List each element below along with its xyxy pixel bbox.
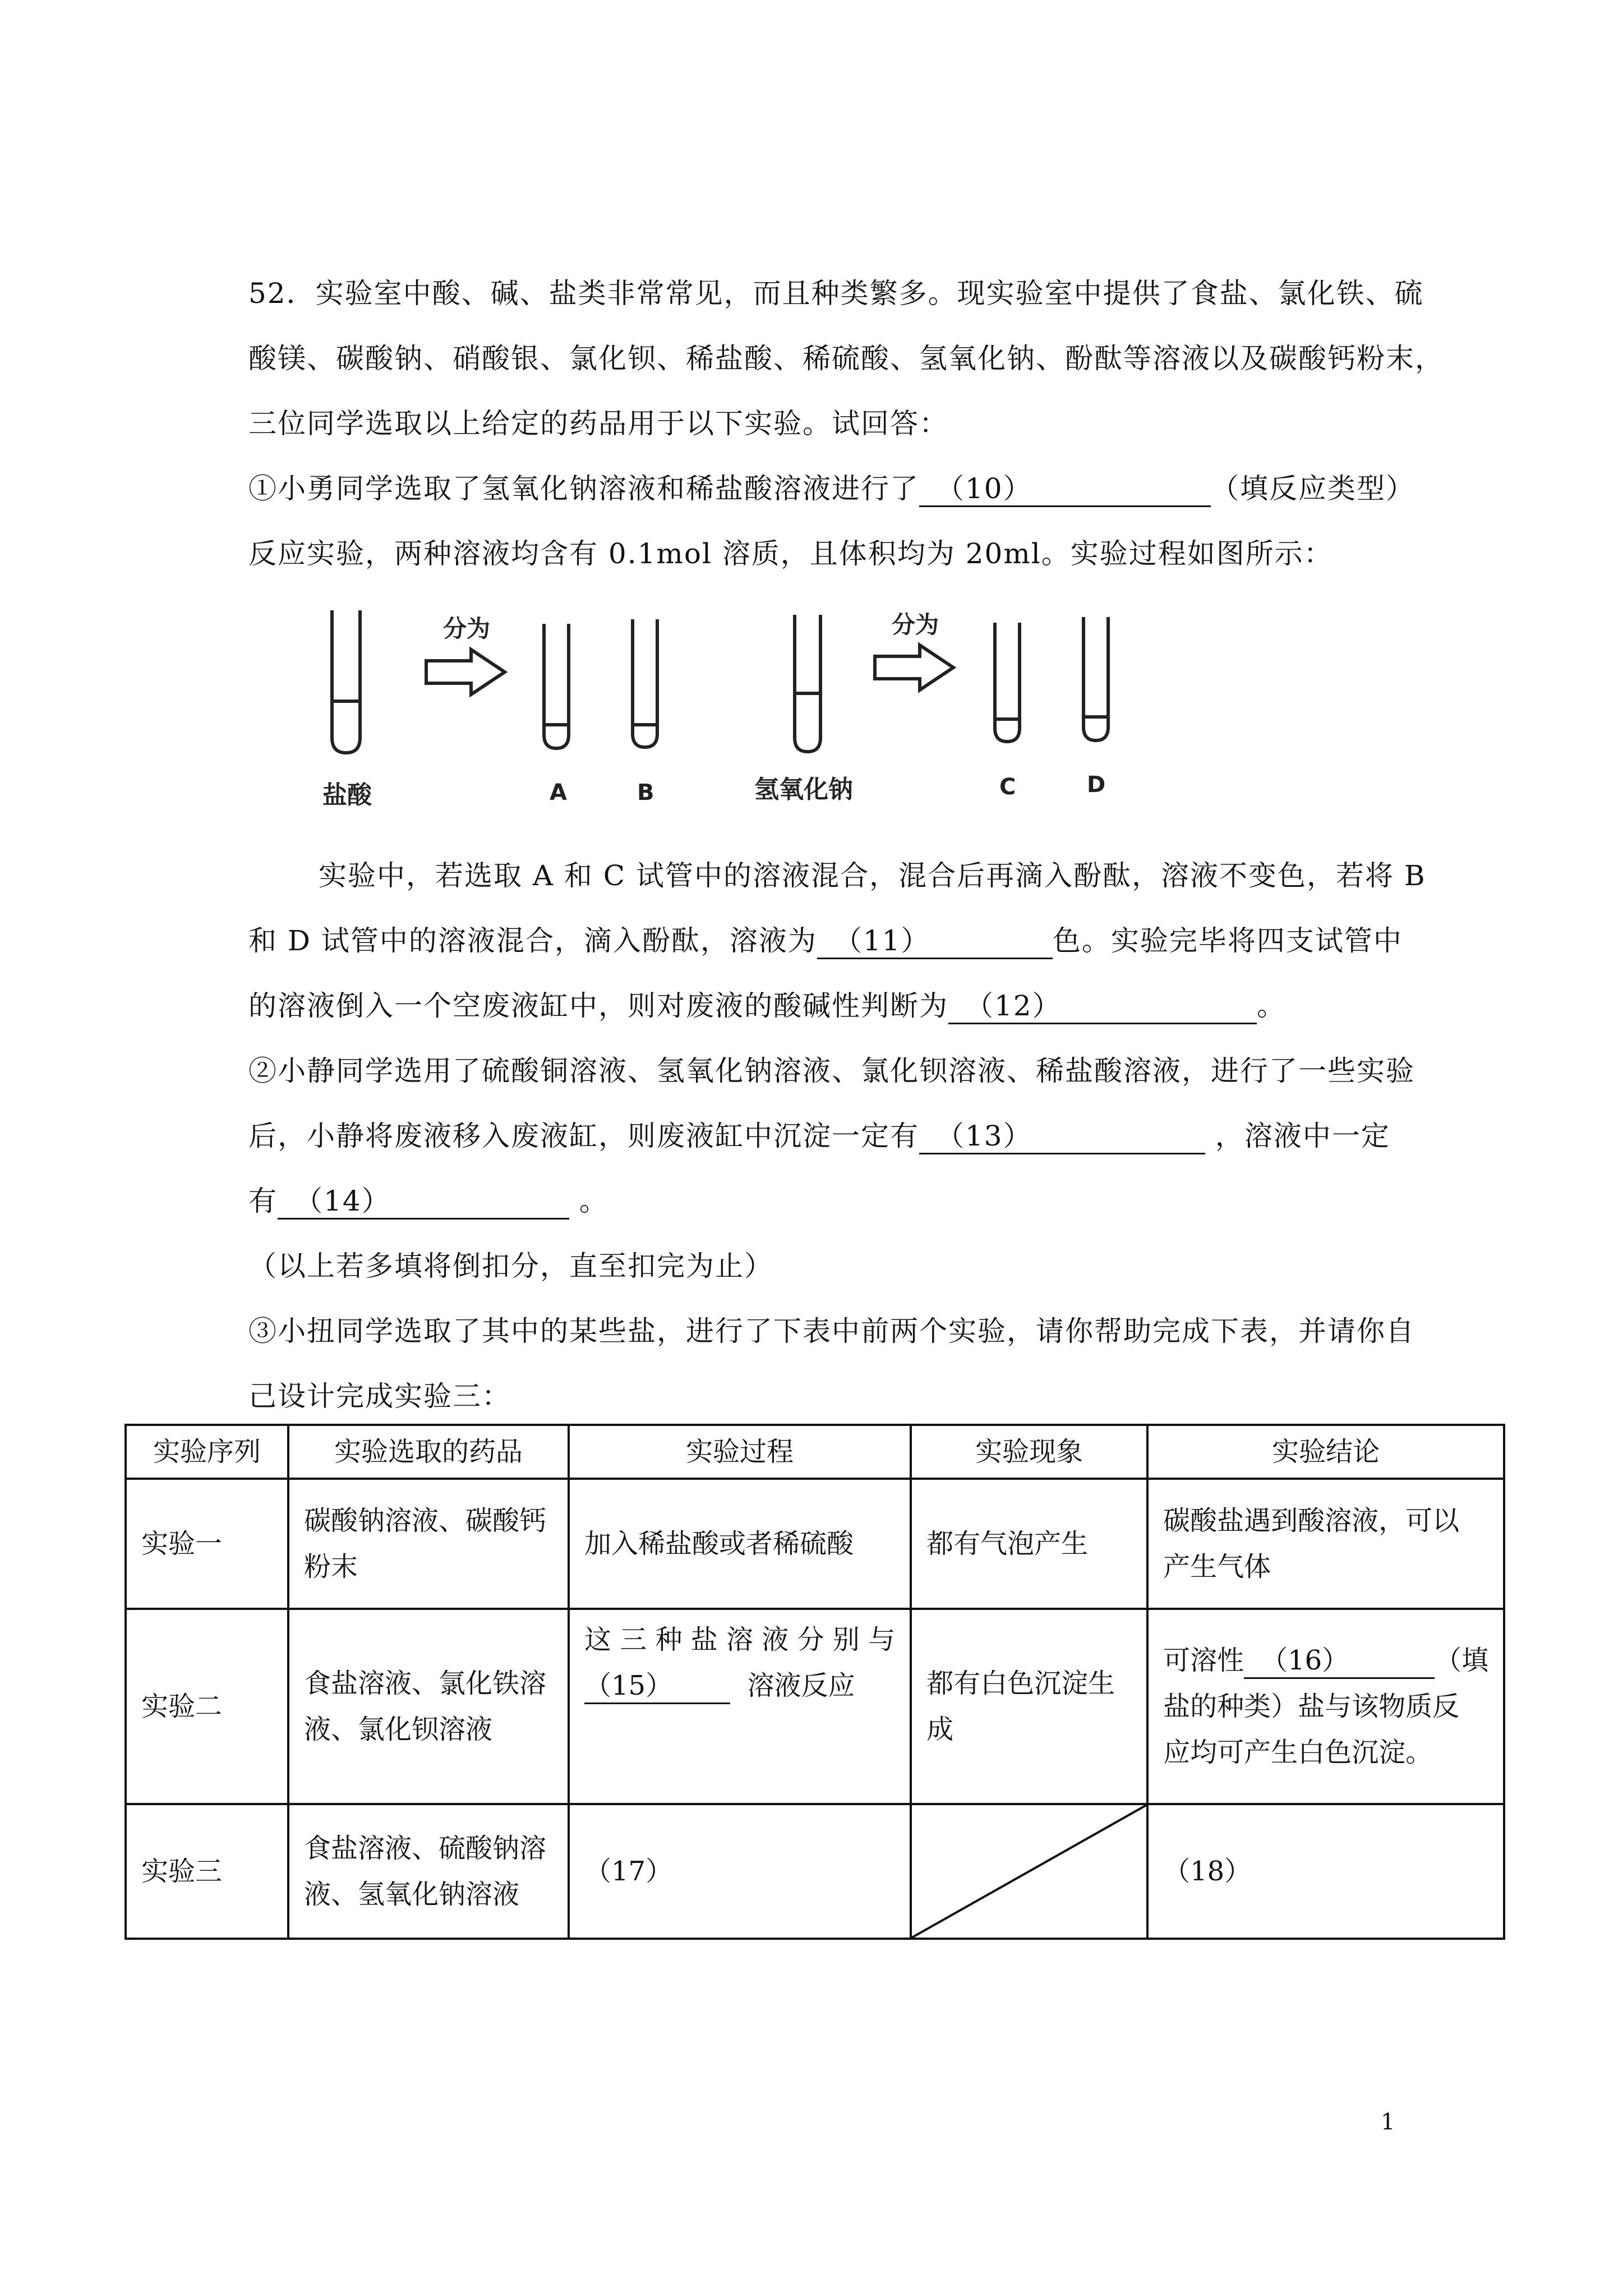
part2-line-1: ②小静同学选用了硫酸铜溶液、氢氧化钠溶液、氯化钡溶液、稀盐酸溶液，进行了一些实验 bbox=[248, 1055, 1415, 1087]
cell-line: 粉末 bbox=[304, 1551, 358, 1582]
cell-conclusion bbox=[1147, 1479, 1504, 1609]
penalty-note: （以上若多填将倒扣分，直至扣完为止） bbox=[248, 1250, 773, 1282]
label-naoh: 氢氧化钠 bbox=[754, 775, 853, 804]
header-seq: 实验序列 bbox=[126, 1425, 288, 1479]
blank-14[interactable]: （14） bbox=[278, 1184, 569, 1220]
answer-18[interactable]: （18） bbox=[1147, 1804, 1504, 1939]
diagonal-slash bbox=[912, 1805, 1146, 1938]
cell-line: 产生气体 bbox=[1163, 1551, 1271, 1582]
part1-cont-line-3 bbox=[248, 986, 1286, 1025]
part3-line-1: ③小扭同学选取了其中的某些盐，进行了下表中前两个实验，请你帮助完成下表，并请你自 bbox=[248, 1315, 1415, 1347]
part2-text-c: 有 bbox=[248, 1185, 278, 1217]
cell-line: 成 bbox=[926, 1714, 954, 1745]
cell-process: 加入稀盐酸或者稀硫酸 bbox=[569, 1479, 911, 1609]
tube-d bbox=[1083, 617, 1108, 740]
label-b: B bbox=[637, 780, 654, 806]
part1-cont-text: 和 D 试管中的溶液混合，滴入酚酞，溶液为 bbox=[248, 924, 817, 957]
cell-seq: 实验三 bbox=[126, 1804, 288, 1939]
arrow-right-icon bbox=[875, 645, 953, 690]
cell-line: 食盐溶液、硫酸钠溶 bbox=[304, 1833, 547, 1864]
cell-text: 可溶性 bbox=[1163, 1645, 1244, 1676]
hcl-tube bbox=[332, 610, 360, 753]
cell-line bbox=[1163, 1637, 1488, 1683]
table-header-row bbox=[126, 1425, 1504, 1479]
cell-line: 这 三 种 盐 溶 液 分 别 与 bbox=[584, 1624, 896, 1655]
arrow-right-icon bbox=[426, 650, 505, 694]
cell-conclusion bbox=[1147, 1609, 1504, 1804]
tube-c bbox=[995, 623, 1020, 742]
cell-phenomenon-crossed bbox=[911, 1804, 1147, 1939]
header-conclusion: 实验结论 bbox=[1147, 1425, 1504, 1479]
part2-line-3 bbox=[248, 1181, 608, 1221]
blank-13[interactable]: （13） bbox=[919, 1119, 1205, 1154]
cell-text: （填 bbox=[1435, 1645, 1489, 1676]
blank-12[interactable]: （12） bbox=[948, 989, 1257, 1024]
part1-cont-line-1: 实验中，若选取 A 和 C 试管中的溶液混合，混合后再滴入酚酞，溶液不变色，若将 B bbox=[319, 859, 1426, 892]
part1-cont-text-b: 色。实验完毕将四支试管中 bbox=[1052, 924, 1403, 957]
header-phenomenon: 实验现象 bbox=[911, 1425, 1147, 1479]
part2-text-d: 。 bbox=[579, 1185, 608, 1217]
part1-line-2: 反应实验，两种溶液均含有 0.1mol 溶质，且体积均为 20ml。实验过程如图所示： bbox=[248, 537, 1333, 570]
label-d: D bbox=[1087, 772, 1106, 798]
cell-drugs bbox=[288, 1479, 569, 1609]
cell-line: 液、氯化钡溶液 bbox=[304, 1714, 493, 1745]
part1-cont-text-c: 的溶液倒入一个空废液缸中，则对废液的酸碱性判断为 bbox=[248, 990, 948, 1022]
arrow-label-2: 分为 bbox=[892, 611, 939, 638]
intro-line-2: 酸镁、碳酸钠、硝酸银、氯化钡、稀盐酸、稀硫酸、氢氧化钠、酚酞等溶液以及碳酸钙粉末， bbox=[248, 342, 1444, 375]
part1-cont-text-d: 。 bbox=[1257, 990, 1286, 1022]
cell-drugs bbox=[288, 1609, 569, 1804]
cell-drugs bbox=[288, 1804, 569, 1939]
blank-16[interactable]: （16） bbox=[1244, 1644, 1435, 1679]
cell-process bbox=[569, 1609, 911, 1804]
cell-line: 液、氢氧化钠溶液 bbox=[304, 1879, 520, 1910]
header-drugs: 实验选取的药品 bbox=[288, 1425, 569, 1479]
cell-phenomenon bbox=[911, 1609, 1147, 1804]
test-tube-figure bbox=[258, 595, 1189, 830]
table-row bbox=[126, 1609, 1504, 1804]
cell-line: 碳酸钠溶液、碳酸钙 bbox=[304, 1505, 547, 1536]
part1-text: ①小勇同学选取了氢氧化钠溶液和稀盐酸溶液进行了 bbox=[248, 472, 919, 505]
label-c: C bbox=[999, 774, 1016, 800]
label-hcl: 盐酸 bbox=[322, 781, 372, 809]
table-row bbox=[126, 1479, 1504, 1609]
part2-line-2 bbox=[248, 1116, 1390, 1156]
table-row bbox=[126, 1804, 1504, 1939]
cell-text: 溶液反应 bbox=[747, 1670, 855, 1701]
part1-line-1 bbox=[248, 469, 1415, 508]
experiment-table bbox=[125, 1424, 1505, 1940]
cell-seq: 实验二 bbox=[126, 1609, 288, 1804]
cell-line: 都有白色沉淀生 bbox=[926, 1668, 1115, 1699]
part3-line-2: 己设计完成实验三： bbox=[248, 1380, 511, 1412]
blank-15[interactable]: （15） bbox=[584, 1669, 730, 1704]
page-number: 1 bbox=[1381, 2109, 1395, 2135]
label-a: A bbox=[550, 780, 567, 806]
header-process: 实验过程 bbox=[569, 1425, 911, 1479]
part2-text: 后，小静将废液移入废液缸，则废液缸中沉淀一定有 bbox=[248, 1120, 919, 1152]
answer-17[interactable]: （17） bbox=[569, 1804, 911, 1939]
part1-cont-line-2 bbox=[248, 921, 1403, 960]
cell-seq: 实验一 bbox=[126, 1479, 288, 1609]
arrow-label-1: 分为 bbox=[443, 615, 491, 642]
tube-a bbox=[544, 624, 569, 748]
intro-line-1: 52．实验室中酸、碱、盐类非常常见，而且种类繁多。现实验室中提供了食盐、氯化铁、硫 bbox=[248, 277, 1424, 310]
cell-line bbox=[584, 1663, 895, 1709]
part1-hint: （填反应类型） bbox=[1211, 472, 1415, 505]
cell-line: 盐的种类）盐与该物质反 bbox=[1163, 1691, 1460, 1722]
cell-line: 应均可产生白色沉淀。 bbox=[1163, 1737, 1433, 1768]
cell-line: 食盐溶液、氯化铁溶 bbox=[304, 1668, 547, 1699]
cell-line: 碳酸盐遇到酸溶液，可以 bbox=[1163, 1505, 1460, 1536]
blank-11[interactable]: （11） bbox=[817, 924, 1053, 959]
naoh-tube bbox=[795, 615, 820, 752]
blank-10[interactable]: （10） bbox=[919, 472, 1211, 507]
intro-line-3: 三位同学选取以上给定的药品用于以下实验。试回答： bbox=[248, 407, 948, 440]
part2-text-b: ，溶液中一定 bbox=[1215, 1120, 1390, 1152]
cell-phenomenon: 都有气泡产生 bbox=[911, 1479, 1147, 1609]
tube-b bbox=[633, 619, 657, 747]
